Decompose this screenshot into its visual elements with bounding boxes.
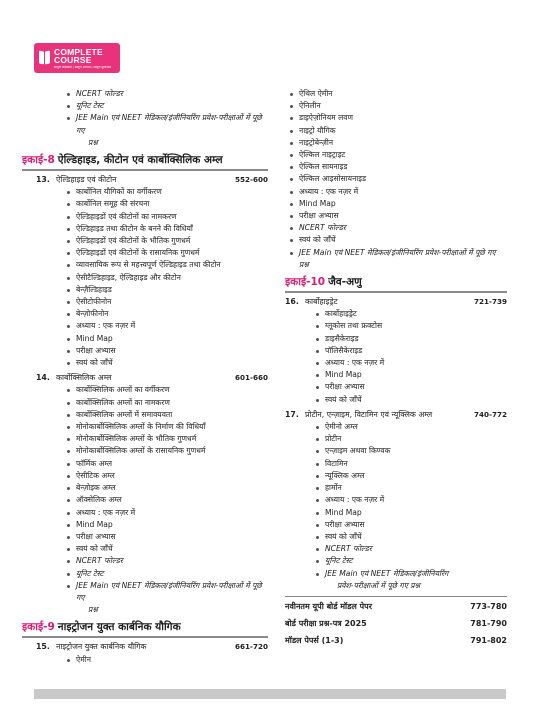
logo-line-1: COMPLETE xyxy=(54,46,103,57)
unit-10-heading xyxy=(285,274,507,293)
chapter-15-number: 15. xyxy=(36,642,50,652)
topic-item: मोनोकार्बोक्सिलिक अम्लों के भौतिक गुणधर्म xyxy=(36,433,268,445)
topic-item: Mind Map xyxy=(36,333,268,345)
chapter-13-pages: 552-600 xyxy=(235,175,268,185)
topic-item: मोनोकार्बोक्सिलिक अम्लों के निर्माण की विधियाँ xyxy=(36,421,268,433)
topic-item: नाइट्रोबेन्ज़ीन xyxy=(285,137,507,149)
topic-item: व्यावसायिक रूप से महत्त्वपूर्ण ऐल्डिहाइड तथा कीटोन xyxy=(36,259,268,271)
chapter-16-topics xyxy=(285,308,507,406)
chapter-14-topics xyxy=(36,384,268,616)
topic-item: परीक्षा अभ्यास xyxy=(36,531,268,543)
chapter-16-title: कार्बोहाइड्रेट xyxy=(305,297,338,307)
topic-item: ऐथिल ऐमीन xyxy=(285,88,507,100)
topic-item: बेन्ज़ैल्डिहाइड xyxy=(36,284,268,296)
topic-item: ऐसीटोफीनोन xyxy=(36,296,268,308)
topic-item: कार्बोक्सिलिक अम्लों का वर्गीकरण xyxy=(36,384,268,396)
topic-item: Mind Map xyxy=(285,507,507,519)
topic-item: NCERT फोल्डर xyxy=(285,222,507,234)
topic-item: डाइऐज़ोनियम लवण xyxy=(285,112,507,124)
topic-item: डाइसैकेराइड xyxy=(285,333,507,345)
topic-item: प्रोटीन xyxy=(285,433,507,445)
unit-9-heading xyxy=(22,619,268,638)
topic-item: Mind Map xyxy=(285,198,507,210)
book-icon xyxy=(38,50,50,66)
topic-item: ऐमीनो अम्ल xyxy=(285,421,507,433)
topic-item: ऐल्डिहाइडों एवं कीटोनों का नामकरण xyxy=(36,211,268,223)
topic-item: फॉर्मिक अम्ल xyxy=(36,458,268,470)
chapter-13-topics xyxy=(36,186,268,369)
chapter-14-number: 14. xyxy=(36,373,50,383)
unit-10-name: जैव-अणु xyxy=(328,276,362,289)
chapter-15-continued-topics xyxy=(285,88,507,271)
topic-item: JEE Main एवं NEET मेडिकल/इंजीनियरिंग xyxy=(285,568,507,580)
chapter-14-title: कार्बोक्सिलिक अम्ल xyxy=(56,373,112,383)
chapter-17[interactable] xyxy=(285,409,507,421)
misc-entry-title: बोर्ड परीक्षा प्रश्न-पत्र 2025 xyxy=(285,618,367,628)
topic-item: कार्बोक्सिलिक अम्लों में समावयवता xyxy=(36,409,268,421)
chapter-17-topics xyxy=(285,421,507,592)
topic-item: यूनिट टेस्ट xyxy=(285,555,507,567)
topic-item: ऐमीन xyxy=(36,654,268,666)
unit-8-heading xyxy=(22,152,268,171)
topic-item: ऐसीटैल्डिहाइड, ऐल्डिहाइड और कीटोन xyxy=(36,272,268,284)
misc-entry-pages: 781-790 xyxy=(470,618,507,628)
topic-item: स्वयं को जाँचें xyxy=(36,357,268,369)
toc-left-column xyxy=(22,88,268,666)
topic-item: ऐल्किल आइसोसायनाइड xyxy=(285,173,507,185)
topic-item: विटामिन xyxy=(285,458,507,470)
chapter-13[interactable] xyxy=(36,174,268,186)
chapter-15[interactable] xyxy=(36,641,268,653)
topic-item: अध्याय : एक नज़र में xyxy=(36,507,268,519)
logo-text xyxy=(54,48,116,69)
toc-right-column xyxy=(285,88,507,649)
chapter-13-title: ऐल्डिहाइड एवं कीटोन xyxy=(56,175,117,185)
unit-8-prefix: इकाई-8 xyxy=(22,154,55,167)
unit-8-name: ऐल्डिहाइड, कीटोन एवं कार्बोक्सिलिक अम्ल xyxy=(57,154,223,167)
chapter-15-pages: 661-720 xyxy=(235,642,268,652)
chapter-16-number: 16. xyxy=(285,297,299,307)
topic-item: अध्याय : एक नज़र में xyxy=(285,186,507,198)
topic-item: JEE Main एवं NEET मेडिकल/इंजीनियरिंग प्रवेश-परीक्षाओं में पूछे गए xyxy=(285,247,507,259)
topic-item: यूनिट टेस्ट xyxy=(36,568,268,580)
chapter-13-number: 13. xyxy=(36,175,50,185)
topic-item: नाइट्रो यौगिक xyxy=(285,125,507,137)
topic-item: प्रश्न xyxy=(88,605,98,615)
misc-entry-board-paper[interactable] xyxy=(285,615,507,632)
topic-item: Mind Map xyxy=(36,519,268,531)
topic-item: ऐनिलीन xyxy=(285,100,507,112)
misc-entry-pages: 791-802 xyxy=(470,635,507,645)
footer-bar xyxy=(34,689,506,699)
topic-item: अध्याय : एक नज़र में xyxy=(36,320,268,332)
topic-item: ग्लूकोस तथा फ्रक्टोस xyxy=(285,320,507,332)
topic-item: प्रश्न xyxy=(88,137,98,147)
topic-item: बेन्ज़ोइक अम्ल xyxy=(36,482,268,494)
topic-item: स्वयं को जाँचें xyxy=(285,531,507,543)
logo-tagline: सम्पूर्ण पाठ्यक्रम | सम्पूर्ण अभ्यास | सम्पूर्ण मूल्यांकन xyxy=(54,65,111,69)
intro-list xyxy=(36,88,268,149)
unit-9-prefix: इकाई-9 xyxy=(22,621,55,634)
topic-item: अध्याय : एक नज़र में xyxy=(285,357,507,369)
misc-entry-model-paper[interactable] xyxy=(285,598,507,615)
topic-item: अध्याय : एक नज़र में xyxy=(285,494,507,506)
topic-item: Mind Map xyxy=(285,369,507,381)
topic-item: स्वयं को जाँचें xyxy=(285,394,507,406)
topic-item: कार्बोक्सिलिक अम्लों का नामकरण xyxy=(36,397,268,409)
chapter-14-pages: 601-660 xyxy=(235,373,268,383)
topic-item: NCERT फोल्डर xyxy=(36,88,268,100)
topic-item: परीक्षा अभ्यास xyxy=(285,519,507,531)
chapter-17-pages: 740-772 xyxy=(474,409,507,419)
chapter-15-topics xyxy=(36,654,268,666)
complete-course-logo xyxy=(34,43,120,73)
topic-item: परीक्षा अभ्यास xyxy=(285,210,507,222)
topic-item: JEE Main एवं NEET मेडिकल/इंजीनियरिंग प्रवेश-परीक्षाओं में पूछे गए xyxy=(36,580,268,604)
logo-line-2: COURSE xyxy=(54,55,92,65)
topic-item: ऐल्डिहाइडों एवं कीटोनों के रासायनिक गुणधर्म xyxy=(36,247,268,259)
topic-item: प्रवेश-परीक्षाओं में पूछे गए प्रश्न xyxy=(337,580,421,590)
topic-item: कार्बोनिल समूह की संरचना xyxy=(36,198,268,210)
topic-item: ऐल्किल सायनाइड xyxy=(285,161,507,173)
topic-item: परीक्षा अभ्यास xyxy=(36,345,268,357)
topic-item: एन्ज़ाइम अथवा किण्वक xyxy=(285,445,507,457)
topic-item: ऐल्डिहाइड तथा कीटोन के बनने की विधियाँ xyxy=(36,223,268,235)
unit-9-name: नाइट्रोजन युक्त कार्बनिक यौगिक xyxy=(57,621,181,634)
topic-item: ऑक्सेलिक अम्ल xyxy=(36,494,268,506)
misc-entry-model-papers[interactable] xyxy=(285,632,507,649)
chapter-15-title: नाइट्रोजन युक्त कार्बनिक यौगिक xyxy=(56,642,147,652)
chapter-14[interactable] xyxy=(36,372,268,384)
chapter-16[interactable] xyxy=(285,296,507,308)
topic-item: स्वयं को जाँचें xyxy=(36,543,268,555)
topic-item: JEE Main एवं NEET मेडिकल/इंजीनियरिंग प्रवेश-परीक्षाओं में पूछे गए xyxy=(36,112,268,136)
chapter-17-title: प्रोटीन, एन्ज़ाइम, विटामिन एवं न्यूक्लिक अम्ल xyxy=(305,409,433,419)
topic-item: हार्मोन xyxy=(285,482,507,494)
unit-10-prefix: इकाई-10 xyxy=(285,276,326,289)
topic-item: बेन्ज़ोफीनोन xyxy=(36,308,268,320)
topic-item: पॉलिसैकेराइड xyxy=(285,345,507,357)
topic-item: स्वयं को जाँचें xyxy=(285,234,507,246)
topic-item: ऐल्किल नाइट्राइट xyxy=(285,149,507,161)
topic-item: मोनोकार्बोक्सिलिक अम्लों के रासायनिक गुणधर्म xyxy=(36,445,268,457)
chapter-17-number: 17. xyxy=(285,409,299,419)
topic-item: कार्बोनिल यौगिकों का वर्गीकरण xyxy=(36,186,268,198)
chapter-16-pages: 721-739 xyxy=(474,297,507,307)
topic-item: NCERT फोल्डर xyxy=(285,543,507,555)
topic-item: कार्बोहाइड्रेट xyxy=(285,308,507,320)
topic-item: NCERT फोल्डर xyxy=(36,555,268,567)
topic-item: ऐल्डिहाइडों एवं कीटोनों के भौतिक गुणधर्म xyxy=(36,235,268,247)
misc-sections xyxy=(285,596,507,649)
topic-item: परीक्षा अभ्यास xyxy=(285,381,507,393)
topic-item: प्रश्न xyxy=(299,259,309,269)
misc-entry-title: नवीनतम यूपी बोर्ड मॉडल पेपर xyxy=(285,601,372,611)
misc-entry-pages: 773-780 xyxy=(470,601,507,611)
topic-item: ऐसीटिक अम्ल xyxy=(36,470,268,482)
topic-item: न्यूक्लिक अम्ल xyxy=(285,470,507,482)
topic-item: यूनिट टेस्ट xyxy=(36,100,268,112)
misc-entry-title: मॉडल पेपर्स (1-3) xyxy=(285,635,344,645)
